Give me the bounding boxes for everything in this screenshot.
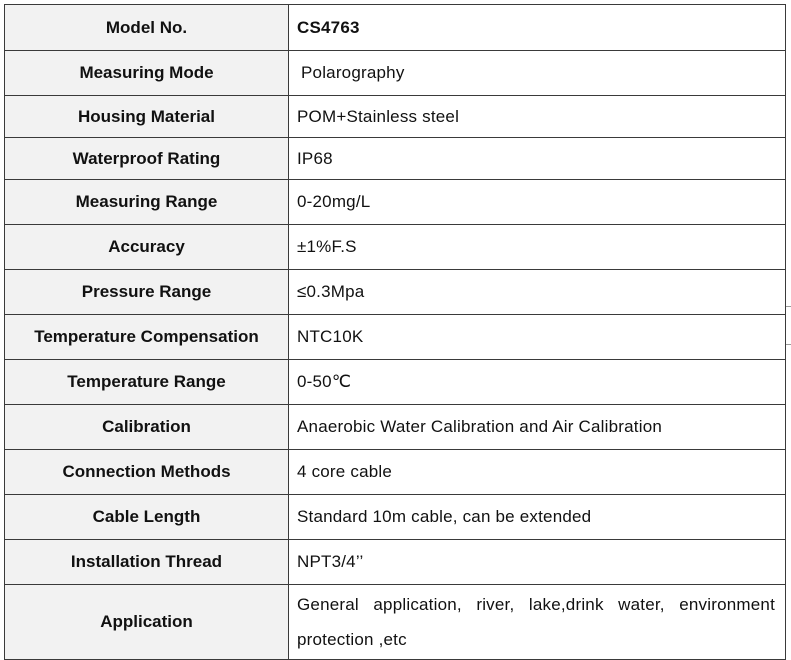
table-row bbox=[5, 51, 786, 96]
row-value: ±1%F.S bbox=[289, 225, 786, 270]
row-label: Model No. bbox=[5, 5, 289, 51]
row-label: Housing Material bbox=[5, 96, 289, 138]
table-row bbox=[5, 225, 786, 270]
row-value: General application, river, lake,drink water, environment protection ,etc bbox=[289, 585, 786, 660]
table-row bbox=[5, 585, 786, 660]
table-row bbox=[5, 5, 786, 51]
row-value bbox=[289, 51, 786, 96]
row-value: CS4763 bbox=[289, 5, 786, 51]
row-label: Cable Length bbox=[5, 495, 289, 540]
row-value-text: Polarography bbox=[301, 63, 405, 82]
table-row bbox=[5, 360, 786, 405]
row-value: IP68 bbox=[289, 138, 786, 180]
row-label: Installation Thread bbox=[5, 540, 289, 585]
row-label: Pressure Range bbox=[5, 270, 289, 315]
row-label: Accuracy bbox=[5, 225, 289, 270]
edge-tick-mark bbox=[786, 344, 791, 345]
edge-tick-mark bbox=[786, 306, 791, 307]
row-label: Measuring Range bbox=[5, 180, 289, 225]
row-label: Application bbox=[5, 585, 289, 660]
row-value: 0-50℃ bbox=[289, 360, 786, 405]
row-value: ≤0.3Mpa bbox=[289, 270, 786, 315]
table-row bbox=[5, 450, 786, 495]
row-label: Waterproof Rating bbox=[5, 138, 289, 180]
row-label: Connection Methods bbox=[5, 450, 289, 495]
table-row bbox=[5, 495, 786, 540]
row-label: Temperature Compensation bbox=[5, 315, 289, 360]
spec-table bbox=[4, 4, 786, 660]
row-value: 4 core cable bbox=[289, 450, 786, 495]
table-row bbox=[5, 180, 786, 225]
row-label: Calibration bbox=[5, 405, 289, 450]
row-value: 0-20mg/L bbox=[289, 180, 786, 225]
table-row bbox=[5, 138, 786, 180]
table-row bbox=[5, 540, 786, 585]
row-label: Temperature Range bbox=[5, 360, 289, 405]
row-value: NTC10K bbox=[289, 315, 786, 360]
row-value: POM+Stainless steel bbox=[289, 96, 786, 138]
row-value: NPT3/4’’ bbox=[289, 540, 786, 585]
table-row bbox=[5, 96, 786, 138]
table-row bbox=[5, 270, 786, 315]
row-label: Measuring Mode bbox=[5, 51, 289, 96]
row-value: Standard 10m cable, can be extended bbox=[289, 495, 786, 540]
table-row bbox=[5, 405, 786, 450]
table-row bbox=[5, 315, 786, 360]
row-value: Anaerobic Water Calibration and Air Calibration bbox=[289, 405, 786, 450]
